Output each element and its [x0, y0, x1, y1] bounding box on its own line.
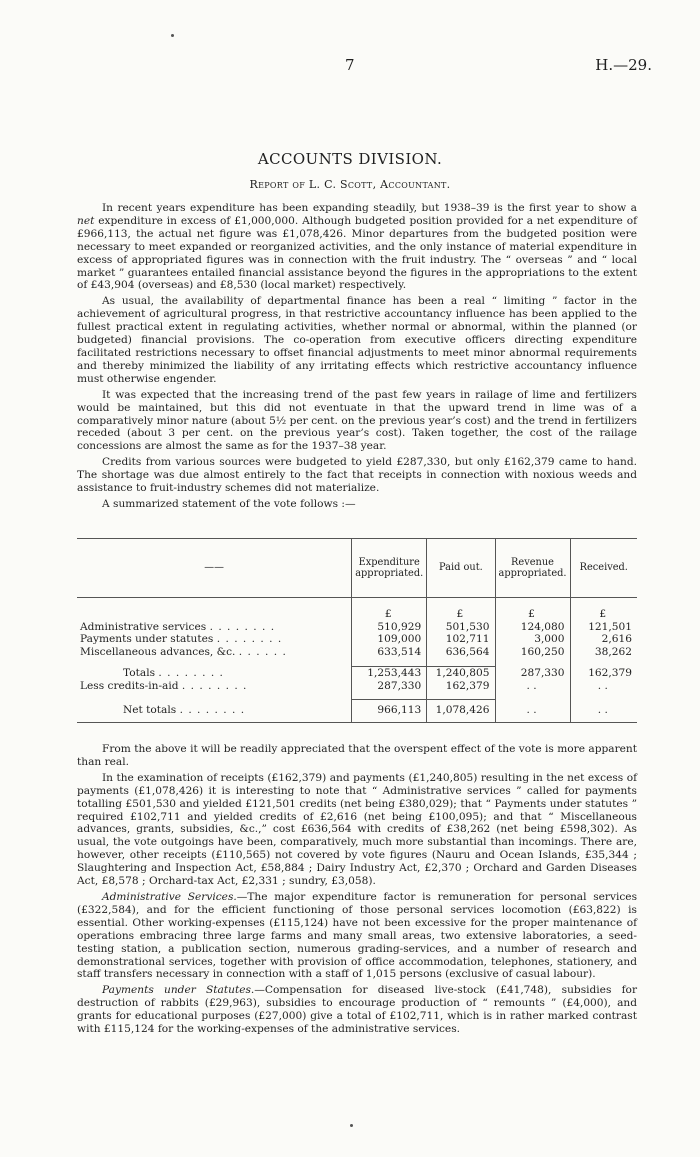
less-credits-row	[77, 680, 637, 693]
unit-row	[77, 598, 637, 621]
header-blank: ——	[77, 539, 352, 598]
section-heading: Payments under Statutes.	[102, 984, 255, 997]
cell: 102,711	[427, 633, 495, 646]
header-paid-out: Paid out.	[427, 539, 495, 598]
cell: 510,929	[352, 621, 427, 634]
header-revenue-appropriated: Revenue appropriated.	[495, 539, 570, 598]
label-text: Net totals	[123, 703, 177, 716]
table-row	[77, 633, 637, 646]
speck-mark	[350, 1124, 353, 1127]
row-label	[77, 646, 352, 659]
paragraph: As usual, the availability of departmental finance has been a real “ limiting ” factor in the achievement of agricultural progress, in that restrictive accountancy influence has been applied to the fullest practical extent in regulating activities, whether normal or abnormal, within the planned (or budgeted) financial provisions. The co-operation from executive officers directing expenditure facilitated restrictions necessary to offset financial adjustments to meet minor abnormal requirements and thereby minimized the liability of any irritating effects which restrictive accountancy influence must otherwise engender.	[77, 295, 637, 385]
row-label	[77, 699, 352, 723]
cell: 636,564	[427, 646, 495, 659]
table-row	[77, 646, 637, 659]
cell: . .	[570, 699, 637, 723]
section-title: ACCOUNTS DIVISION.	[257, 150, 443, 168]
leader-dots: . . . . . . . .	[181, 679, 248, 692]
row-label	[77, 667, 352, 680]
vote-summary-table	[77, 538, 637, 723]
cell: 287,330	[495, 667, 570, 680]
table-row	[77, 621, 637, 634]
cell: 287,330	[352, 680, 427, 693]
paragraph	[77, 891, 637, 981]
cell: 501,530	[427, 621, 495, 634]
cell: . .	[495, 699, 570, 723]
report-byline: Report of L. C. Scott, Accountant.	[249, 178, 451, 191]
leader-dots: . . . . . . . .	[216, 633, 283, 646]
paragraph	[77, 202, 637, 292]
paragraph	[77, 984, 637, 1036]
label-text: Miscellaneous advances, &c.	[80, 645, 236, 658]
cell: 121,501	[570, 621, 637, 634]
text-run: In recent years expenditure has been expanding steadily, but 1938–39 is the first year to show a	[102, 202, 637, 214]
leader-dots: . . . . . . . .	[158, 667, 224, 680]
paragraph: A summarized statement of the vote follows :—	[102, 497, 356, 510]
cell: 966,113	[352, 699, 427, 723]
cell: . .	[570, 680, 637, 693]
leader-dots: . . . . . .	[238, 645, 287, 658]
paragraph: Credits from various sources were budgeted to yield £287,330, but only £162,379 came to hand. The shortage was due almost entirely to the fact that receipts in connection with noxious weeds and assistance to fruit-industry schemes did not materialize.	[77, 456, 637, 495]
unit-symbol: £	[427, 598, 495, 621]
section-heading: Administrative Services.	[102, 890, 237, 903]
unit-symbol: £	[352, 598, 427, 621]
text-run: expenditure in excess of £1,000,000. Although budgeted position provided for a net expenditure of £966,113, the actual net figure was £1,078,426. Minor departures from the budgeted position were necessary to meet expanded or reorganized activities, and the only instance of material expenditure in excess of appropriated figures was in connection with the fruit industry. The “ overseas ” and “ local market ” guarantees entailed financial assistance beyond the figures in the appropriations to the extent of £43,904 (overseas) and £8,530 (local market) respectively.	[77, 214, 637, 292]
leader-dots: . . . . . . . .	[209, 620, 276, 633]
header-expenditure-appropriated: Expenditure appropriated.	[352, 539, 427, 598]
text-run: —The major expenditure factor is remuneration for personal services (£322,584), and for the efficient functioning of those personal services locomotion (£63,822) is essential. Other working-expenses (£115,124) have not been excessive for the proper maintenance of operations embracing three large farms and many small areas, two extensive laboratories, a seed-testing station, a publication section, numerous grading-services, and a number of research and demonstrational services, together with provision of office accommodation, telephones, stationery, and staff transfers necessary in connection with a staff of 1,015 persons (exclusive of casual labour).	[77, 890, 638, 981]
text-run: —Compensation for diseased live-stock (£41,748), subsidies for destruction of rabbits (£29,963), subsidies to encourage production of “ remounts ” (£4,000), and grants for educational purposes (£27,000) give a total of £102,711, which is in rather marked contrast with £115,124 for the working-expenses of the administrative services.	[77, 984, 638, 1036]
cell: 162,379	[427, 680, 495, 693]
cell: 1,078,426	[427, 699, 495, 723]
intro-text	[77, 202, 637, 511]
cell: . .	[495, 680, 570, 693]
paragraph: It was expected that the increasing trend of the past few years in railage of lime and fertilizers would be maintained, but this did not eventuate in that the upward trend in lime was of a comparatively minor nature (about 5½ per cent. on the previous year’s cost) and the trend in fertilizers receded (about 3 per cent. on the previous year’s cost). Taken together, the cost of the railage concessions are almost the same as for the 1937–38 year.	[77, 388, 637, 453]
unit-symbol: £	[570, 598, 637, 621]
cell: 109,000	[352, 633, 427, 646]
speck-mark	[171, 34, 174, 37]
label-text: Less credits-in-aid	[80, 679, 179, 692]
cell: 162,379	[570, 667, 637, 680]
document-reference: H.—29.	[595, 56, 652, 74]
cell: 2,616	[570, 633, 637, 646]
cell: 3,000	[495, 633, 570, 646]
header-received: Received.	[570, 539, 637, 598]
leader-dots: . . . . . . . .	[179, 703, 246, 716]
label-text: Administrative services	[80, 620, 207, 633]
page-number: 7	[345, 56, 355, 74]
label-text: Payments under statutes	[80, 633, 214, 646]
body-text	[77, 743, 637, 1039]
cell: 124,080	[495, 621, 570, 634]
paragraph: In the examination of receipts (£162,379) and payments (£1,240,805) resulting in the net excess of payments (£1,078,426) it is interesting to note that “ Administrative services ” called for payments totalling £501,530 and yielded £121,501 credits (net being £380,029); that “ Payments under statutes ” required £102,711 and yielded credits of £2,616 (net being £100,095); and that “ Miscellaneous advances, grants, subsidies, &c.,” cost £636,564 with credits of £38,262 (net being £598,302). As usual, the vote outgoings have been, comparatively, much more substantial than incomings. There are, however, other receipts (£110,565) not covered by vote figures (Nauru and Ocean Islands, £35,344 ; Slaughtering and Inspection Act, £58,884 ; Dairy Industry Act, £2,370 ; Orchard and Garden Diseases Act, £8,578 ; Orchard-tax Act, £2,331 ; sundry, £3,058).	[77, 771, 637, 888]
label-text: Totals	[123, 667, 156, 680]
row-label	[77, 633, 352, 646]
page-header	[0, 56, 700, 78]
cell: 1,240,805	[427, 667, 495, 680]
cell: 38,262	[570, 646, 637, 659]
emphasis-net: net	[77, 214, 95, 227]
cell: 1,253,443	[352, 667, 427, 680]
row-label	[77, 621, 352, 634]
table-header-row	[77, 539, 637, 598]
row-label	[77, 680, 352, 693]
spacer-row	[77, 658, 637, 667]
cell: 160,250	[495, 646, 570, 659]
net-totals-row	[77, 699, 637, 723]
totals-row	[77, 667, 637, 680]
unit-symbol: £	[495, 598, 570, 621]
cell: 633,514	[352, 646, 427, 659]
paragraph: From the above it will be readily appreciated that the overspent effect of the vote is more apparent than real.	[77, 743, 637, 768]
